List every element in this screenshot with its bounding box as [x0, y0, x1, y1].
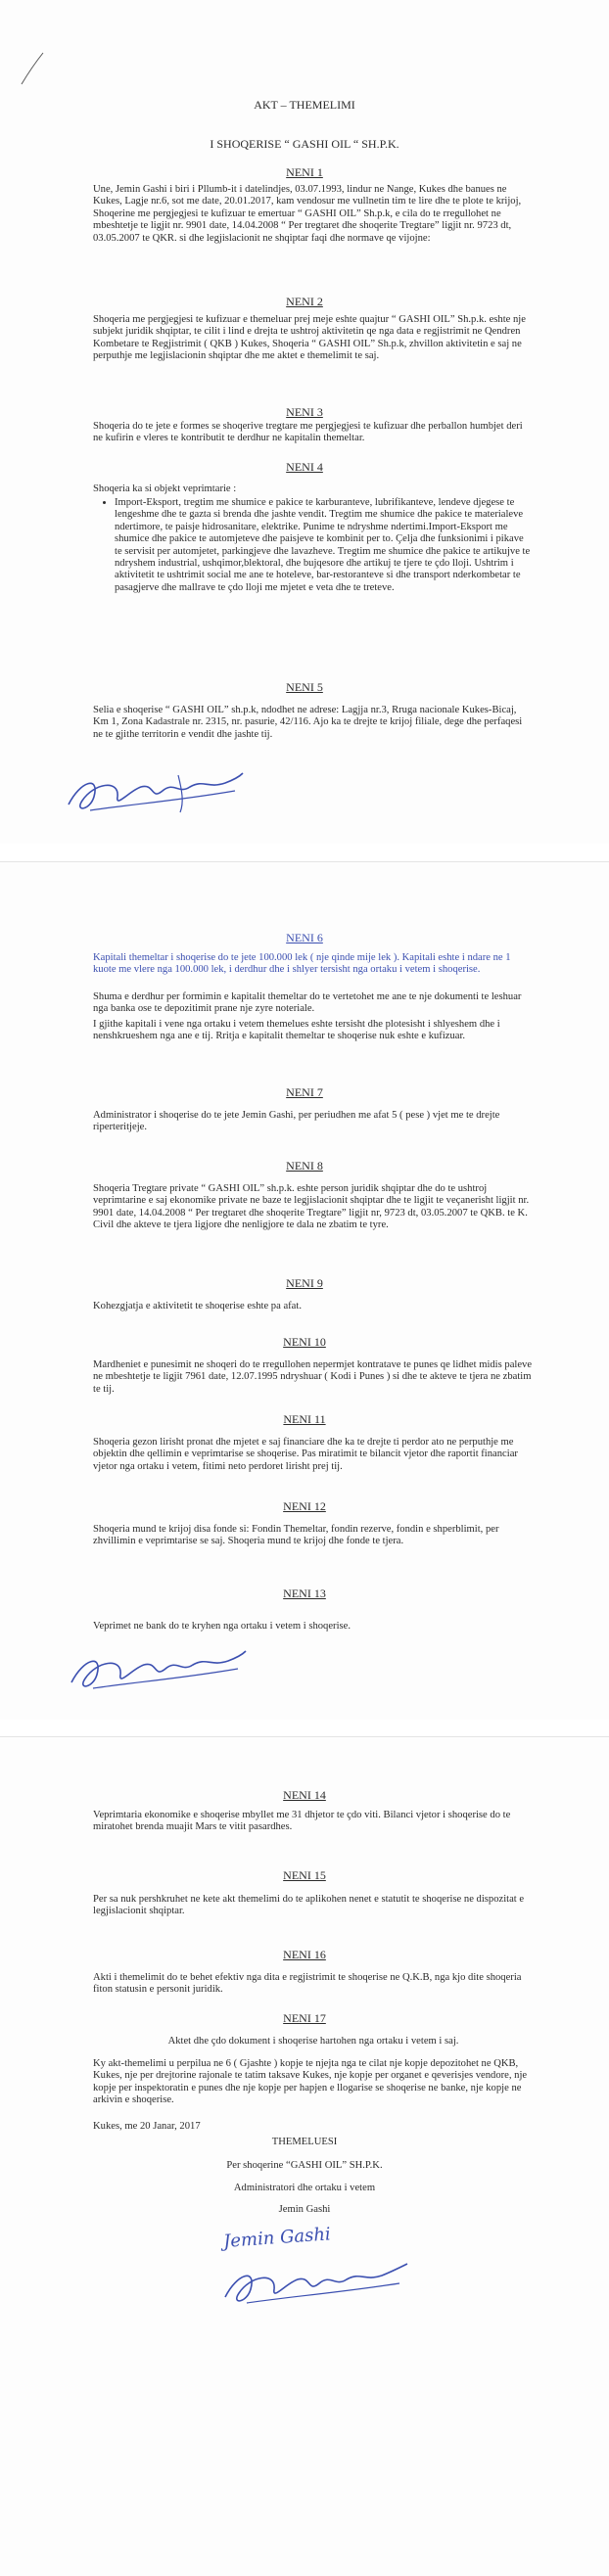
article-12-heading: NENI 12 [283, 1499, 326, 1513]
article-5-heading: NENI 5 [286, 680, 323, 694]
document-page-1 [0, 0, 609, 844]
article-10-heading: NENI 10 [283, 1335, 326, 1349]
role-line: Administratori dhe ortaku i vetem [233, 2183, 376, 2193]
article-15-text: Per sa nuk pershkruhet ne kete akt themelimi do te aplikohen nenet e statutit te shoqerise ne dispozitat e legjislacionit shqiptar. [93, 1894, 525, 1917]
article-8-text: Shoqeria Tregtare private “ GASHI OIL” sh.p.k. eshte person juridik shqiptar dhe do te ushtroj veprimtarine e saj ekonomike private ne baze te legjislacionit shqiptar dhe te ligjit te veçanerisht ligjit nr. 9901 date, 14.04.2008 “ Per tregtaret dhe shoqerite Tregtare” ligjit nr, 9723 dt, 03.05.2007 te QKB. te K. Civil dhe akteve te tjera ligjore dhe nenligjore te dala ne zbatim te tyre. [93, 1183, 530, 1231]
document-page-3 [0, 1736, 609, 2576]
article-17-text-a: Aktet dhe çdo dokument i shoqerise hartohen nga ortaku i vetem i saj. [167, 2036, 459, 2047]
article-12-text: Shoqeria mund te krijoj disa fonde si: Fondin Themeltar, fondin rezerve, fondin e shperblimit, per zhvillimin e veprimtarise se saj. Shoqeria mund te krijoj dhe fonde te tjera. [93, 1524, 499, 1547]
article-13-heading: NENI 13 [283, 1587, 326, 1600]
article-4-intro: Shoqeria ka si objekt veprimtarie : [93, 483, 237, 494]
article-6-heading: NENI 6 [286, 931, 323, 944]
pen-mark-icon [18, 49, 47, 88]
article-5-text: Selia e shoqerise “ GASHI OIL” sh.p.k, ndodhet ne adrese: Lagjja nr.3, Rruga nacionale Kukes-Bicaj, Km 1, Zona Kadastrale nr. 2315, nr. pasurie, 42/116. Ajo ka te drejte te krijoj filiale, dege dhe perfaqesi ne te gjithe territorin e vendit dhe jashte tij. [93, 705, 523, 740]
signature-icon [61, 761, 247, 822]
article-14-text: Veprimtaria ekonomike e shoqerise mbyllet me 31 dhjetor te çdo viti. Bilanci vjetor i shoqerise do te miratohet brenda muajit Mars te vitit pasardhes. [93, 1810, 511, 1833]
date-line: Kukes, me 20 Janar, 2017 [93, 2121, 201, 2132]
article-9-heading: NENI 9 [286, 1276, 323, 1290]
article-14-heading: NENI 14 [283, 1788, 326, 1802]
article-4-heading: NENI 4 [286, 460, 323, 474]
article-17-heading: NENI 17 [283, 2011, 326, 2025]
for-company-line: Per shoqerine “GASHI OIL” SH.P.K. [226, 2160, 383, 2171]
document-title: AKT – THEMELIMI [254, 98, 355, 112]
article-7-text: Administrator i shoqerise do te jete Jemin Gashi, per periudhen me afat 5 ( pese ) vjet me te drejte riperteritjeje. [93, 1110, 500, 1133]
article-15-heading: NENI 15 [283, 1868, 326, 1882]
signature-icon [64, 1641, 250, 1700]
article-2-heading: NENI 2 [286, 295, 323, 308]
article-1-text: Une, Jemin Gashi i biri i Pllumb-it i datelindjes, 03.07.1993, lindur ne Nange, Kukes dhe banues ne Kukes, Lagje nr.6, sot me date, 20.01.2017, kam vendosur me vullnetin tim te lire dhe te plote te krijoj, Shoqerine me pergjegjesi te kufizuar te emertuar “ GASHI OIL” Sh.p.k, e cila do te rregullohet ne mbeshtetje te ligjit nr. 9901 date, 14.04.2008 “ Per tregtaret dhe shoqerite Tregtare” ligjit nr. 9723 dt, 03.05.2007 te QKR. si dhe legjislacionit ne shqiptar faqi dhe normave qe vijojne: [93, 184, 522, 244]
article-3-text: Shoqeria do te jete e formes se shoqerive tregtare me pergjegjesi te kufizuar dhe perballon humbjet deri ne kufirin e vleres te kontributit te derdhur ne kapitalin themeltar. [93, 421, 523, 444]
article-10-text: Mardheniet e punesimit ne shoqeri do te rregullohen nepermjet kontratave te punes qe lidhet midis paleve ne mbeshtetje te ligjit 7961 date, 12.07.1995 ndryshuar ( Kodi i Punes ) si dhe te akteve te tjera ne zbatim te tij. [93, 1359, 533, 1395]
document-page-2 [0, 861, 609, 1720]
article-7-heading: NENI 7 [286, 1085, 323, 1099]
article-6-text-c: I gjithe kapitali i vene nga ortaku i vetem themelues eshte tersisht dhe plotesisht i shlyeshem dhe i nenshkrueshem nga ane e tij. Rritja e kapitalit themeltar te shoqerise nuk eshte e kufizuar. [93, 1019, 500, 1042]
activity-list-item: • Import-Eksport, tregtim me shumice e pakice te karburanteve, lubrifikanteve, lendeve djegese te lengeshme dhe te gazta si brenda dhe jashte vendit. Tregtim me shumice dhe pakice te materialeve ndertimore, te paisje hidrosanitare, elektrike. Punime te ndryshme ndertimi.Import-Eksport me shumice dhe pakice te automjeteve dhe paisjeve te kombinit per to. Çelja dhe funksionimi i pikave te servisit per automjetet, parkingjeve dhe lavazheve. Tregtim me shumice dhe pakice te artikujve te ndryshem industrial, ushqimor,blektoral, dhe bujqesore dhe artikuj te tjere te çdo lloji. Ushtrim i aktivitetit te ushtrimit social me ane te hoteleve, bar-restoranteve si dhe transport nderkombetar te pasagjerve dhe mallrave te çdo lloji me mjetet e veta dhe te treteve. [115, 497, 532, 594]
article-16-heading: NENI 16 [283, 1948, 326, 1961]
handwritten-name: Jemin Gashi [222, 2224, 332, 2252]
founder-label: THEMELUESI [271, 2137, 338, 2147]
article-9-text: Kohezgjatja e aktivitetit te shoqerise eshte pa afat. [93, 1301, 302, 1311]
article-17-text-b: Ky akt-themelimi u perpilua ne 6 ( Gjashte ) kopje te njejta nga te cilat nje kopje depozitohet ne QKB, Kukes, nje per drejtorine rajonale te tatim taksave Kukes, nje kopje per organet e qeverisjes vendore, nje kopje per inspektoratin e punes dhe nje kopje per hapjen e llogarise se shoqerise ne banke, nje kopje ne arkivin e shoqerise. [93, 2058, 528, 2106]
article-3-heading: NENI 3 [286, 405, 323, 419]
signature-icon [217, 2254, 413, 2315]
article-16-text: Akti i themelimit do te behet efektiv nga dita e regjistrimit te shoqerise ne Q.K.B, nga kjo dite shoqeria fiton statusin e personit juridik. [93, 1972, 522, 1996]
article-2-text: Shoqeria me pergjegjesi te kufizuar e themeluar prej meje eshte quajtur “ GASHI OIL” Sh.p.k. eshte nje subjekt juridik shqiptar, te cilit i lind e drejta te ushtroj aktivitetin qe nga data e regjistrimit ne Qendren Kombetare te Regjistrimit ( QKB ) Kukes, Shoqeria “ GASHI OIL” Sh.p.k, zhvillon aktivitetin e saj ne perputhje me legjislacionin shqiptar dhe me aktet e themelimit te saj. [93, 314, 526, 362]
article-6-text-a: Kapitali themeltar i shoqerise do te jete 100.000 lek ( nje qinde mije lek ). Kapitali eshte i ndare ne 1 kuote me vlere nga 100.000 lek, i derdhur dhe i shlyer tersisht nga ortaku i vetem i shoqerise. [93, 952, 511, 976]
article-8-heading: NENI 8 [286, 1159, 323, 1173]
article-1-heading: NENI 1 [286, 165, 323, 179]
company-heading: I SHOQERISE “ GASHI OIL “ SH.P.K. [210, 137, 399, 151]
founder-name: Jemin Gashi [278, 2204, 331, 2215]
article-13-text: Veprimet ne bank do te kryhen nga ortaku i vetem i shoqerise. [93, 1621, 351, 1632]
article-11-text: Shoqeria gezon lirisht pronat dhe mjetet e saj financiare dhe ka te drejte ti perdor ato ne perputhje me objektin dhe qellimin e veprimtarise se shoqerise. Pas miratimit te bilancit vjetor dhe raportit financiar vjetor nga ortaku i vetem, fitimi neto perdoret lirisht prej tij. [93, 1437, 518, 1472]
article-11-heading: NENI 11 [283, 1412, 326, 1426]
article-6-text-b: Shuma e derdhur per formimin e kapitalit themeltar do te vertetohet me ane te nje dokumenti te leshuar nga banka ose te depozitimit prane nje zyre noteriale. [93, 991, 522, 1015]
activity-list [101, 497, 532, 594]
